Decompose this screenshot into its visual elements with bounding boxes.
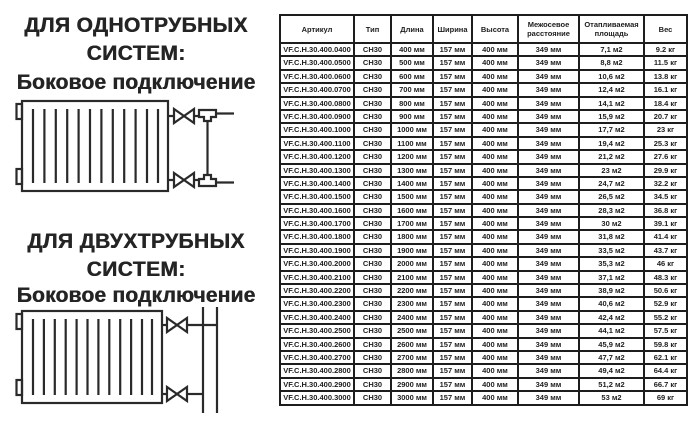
cell-heated-area: 23 м2 [579, 164, 644, 177]
header-type: Тип [354, 15, 391, 43]
header-length: Длина [391, 15, 433, 43]
cell-type: CH30 [354, 284, 391, 297]
cell-article: VF.C.H.30.400.3000 [280, 391, 354, 404]
cell-type: CH30 [354, 257, 391, 270]
cell-length: 2600 мм [391, 338, 433, 351]
header-heated-area: Отапливаемая площадь [579, 15, 644, 43]
cell-width: 157 мм [433, 244, 472, 257]
cell-heated-area: 26,5 м2 [579, 190, 644, 203]
cell-article: VF.C.H.30.400.1300 [280, 164, 354, 177]
cell-width: 157 мм [433, 378, 472, 391]
table-row [280, 297, 687, 310]
cell-type: CH30 [354, 297, 391, 310]
cell-weight: 50.6 кг [644, 284, 687, 297]
cell-length: 1200 мм [391, 150, 433, 163]
cell-height: 400 мм [472, 391, 518, 404]
cell-height: 400 мм [472, 83, 518, 96]
cell-article: VF.C.H.30.400.0500 [280, 56, 354, 69]
cell-article: VF.C.H.30.400.2500 [280, 324, 354, 337]
valve-icon [174, 109, 194, 123]
cell-weight: 11.5 кг [644, 56, 687, 69]
cell-article: VF.C.H.30.400.2200 [280, 284, 354, 297]
cell-article: VF.C.H.30.400.1400 [280, 177, 354, 190]
single-pipe-title: ДЛЯ ОДНОТРУБНЫХ СИСТЕМ: [24, 14, 248, 65]
cell-height: 400 мм [472, 190, 518, 203]
cell-weight: 36.8 кг [644, 204, 687, 217]
cell-article: VF.C.H.30.400.2100 [280, 271, 354, 284]
cell-width: 157 мм [433, 177, 472, 190]
table-row [280, 56, 687, 69]
cell-length: 500 мм [391, 56, 433, 69]
cell-length: 1300 мм [391, 164, 433, 177]
cell-heated-area: 21,2 м2 [579, 150, 644, 163]
table-row [280, 83, 687, 96]
cell-heated-area: 12,4 м2 [579, 83, 644, 96]
cell-weight: 43.7 кг [644, 244, 687, 257]
header-article: Артикул [280, 15, 354, 43]
cell-length: 800 мм [391, 97, 433, 110]
table-header-row [280, 15, 687, 43]
cell-width: 157 мм [433, 97, 472, 110]
bracket-top-icon [17, 314, 23, 329]
cell-type: CH30 [354, 164, 391, 177]
cell-weight: 59.8 кг [644, 338, 687, 351]
valve-icon [167, 318, 187, 332]
cell-width: 157 мм [433, 83, 472, 96]
cell-width: 157 мм [433, 204, 472, 217]
cell-article: VF.C.H.30.400.1600 [280, 204, 354, 217]
cell-height: 400 мм [472, 244, 518, 257]
cell-heated-area: 28,3 м2 [579, 204, 644, 217]
cell-article: VF.C.H.30.400.1700 [280, 217, 354, 230]
cell-axle-spacing: 349 мм [518, 190, 579, 203]
cell-article: VF.C.H.30.400.0400 [280, 43, 354, 56]
cell-weight: 27.6 кг [644, 150, 687, 163]
cell-article: VF.C.H.30.400.1100 [280, 137, 354, 150]
table-row [280, 257, 687, 270]
table-row [280, 217, 687, 230]
table-row [280, 177, 687, 190]
header-axle-spacing: Межосевое расстояние [518, 15, 579, 43]
cell-width: 157 мм [433, 110, 472, 123]
table-row [280, 164, 687, 177]
cell-height: 400 мм [472, 123, 518, 136]
table-row [280, 97, 687, 110]
cell-length: 1600 мм [391, 204, 433, 217]
cell-axle-spacing: 349 мм [518, 70, 579, 83]
connection-schemes-panel [0, 0, 272, 421]
cell-width: 157 мм [433, 297, 472, 310]
cell-axle-spacing: 349 мм [518, 56, 579, 69]
cell-length: 700 мм [391, 83, 433, 96]
cell-height: 400 мм [472, 43, 518, 56]
cell-article: VF.C.H.30.400.2900 [280, 378, 354, 391]
cell-weight: 9.2 кг [644, 43, 687, 56]
cell-weight: 66.7 кг [644, 378, 687, 391]
cell-type: CH30 [354, 97, 391, 110]
table-row [280, 137, 687, 150]
cell-heated-area: 47,7 м2 [579, 351, 644, 364]
cell-weight: 18.4 кг [644, 97, 687, 110]
cell-axle-spacing: 349 мм [518, 338, 579, 351]
cell-height: 400 мм [472, 351, 518, 364]
cell-type: CH30 [354, 83, 391, 96]
cell-width: 157 мм [433, 190, 472, 203]
cell-article: VF.C.H.30.400.1500 [280, 190, 354, 203]
cell-height: 400 мм [472, 217, 518, 230]
cell-length: 2000 мм [391, 257, 433, 270]
cell-article: VF.C.H.30.400.2300 [280, 297, 354, 310]
cell-width: 157 мм [433, 164, 472, 177]
cell-type: CH30 [354, 230, 391, 243]
cell-length: 900 мм [391, 110, 433, 123]
cell-axle-spacing: 349 мм [518, 271, 579, 284]
cell-weight: 55.2 кг [644, 311, 687, 324]
table-row [280, 123, 687, 136]
cell-type: CH30 [354, 244, 391, 257]
cell-length: 1800 мм [391, 230, 433, 243]
cell-weight: 34.5 кг [644, 190, 687, 203]
two-pipe-subtitle: Боковое подключение [16, 284, 256, 307]
cell-height: 400 мм [472, 177, 518, 190]
cell-length: 1900 мм [391, 244, 433, 257]
valve-icon [167, 387, 187, 401]
cell-type: CH30 [354, 190, 391, 203]
cell-weight: 46 кг [644, 257, 687, 270]
cell-axle-spacing: 349 мм [518, 311, 579, 324]
cell-axle-spacing: 349 мм [518, 137, 579, 150]
cell-heated-area: 33,5 м2 [579, 244, 644, 257]
two-pipe-title: ДЛЯ ДВУХТРУБНЫХ СИСТЕМ: [27, 230, 245, 281]
cell-article: VF.C.H.30.400.2600 [280, 338, 354, 351]
cell-width: 157 мм [433, 324, 472, 337]
cell-heated-area: 35,3 м2 [579, 257, 644, 270]
cell-height: 400 мм [472, 297, 518, 310]
cell-type: CH30 [354, 204, 391, 217]
cell-height: 400 мм [472, 311, 518, 324]
cell-heated-area: 51,2 м2 [579, 378, 644, 391]
cell-article: VF.C.H.30.400.2000 [280, 257, 354, 270]
cell-width: 157 мм [433, 311, 472, 324]
cell-axle-spacing: 349 мм [518, 110, 579, 123]
cell-axle-spacing: 349 мм [518, 364, 579, 377]
cell-length: 600 мм [391, 70, 433, 83]
cell-type: CH30 [354, 123, 391, 136]
cell-heated-area: 53 м2 [579, 391, 644, 404]
table-row [280, 284, 687, 297]
cell-article: VF.C.H.30.400.0900 [280, 110, 354, 123]
cell-heated-area: 10,6 м2 [579, 70, 644, 83]
cell-heated-area: 38,9 м2 [579, 284, 644, 297]
table-row [280, 271, 687, 284]
cell-heated-area: 24,7 м2 [579, 177, 644, 190]
cell-article: VF.C.H.30.400.1900 [280, 244, 354, 257]
cell-weight: 41.4 кг [644, 230, 687, 243]
cell-type: CH30 [354, 351, 391, 364]
cell-width: 157 мм [433, 150, 472, 163]
cell-heated-area: 49,4 м2 [579, 364, 644, 377]
cell-height: 400 мм [472, 204, 518, 217]
cell-height: 400 мм [472, 70, 518, 83]
cell-width: 157 мм [433, 364, 472, 377]
cell-weight: 16.1 кг [644, 83, 687, 96]
cell-heated-area: 8,8 м2 [579, 56, 644, 69]
cell-axle-spacing: 349 мм [518, 150, 579, 163]
cell-height: 400 мм [472, 230, 518, 243]
cell-width: 157 мм [433, 123, 472, 136]
cell-weight: 23 кг [644, 123, 687, 136]
cell-article: VF.C.H.30.400.0600 [280, 70, 354, 83]
cell-length: 1400 мм [391, 177, 433, 190]
cell-heated-area: 42,4 м2 [579, 311, 644, 324]
cell-height: 400 мм [472, 338, 518, 351]
cell-length: 2400 мм [391, 311, 433, 324]
cell-weight: 62.1 кг [644, 351, 687, 364]
cell-article: VF.C.H.30.400.2800 [280, 364, 354, 377]
table-row [280, 391, 687, 404]
cell-axle-spacing: 349 мм [518, 123, 579, 136]
cell-heated-area: 19,4 м2 [579, 137, 644, 150]
cell-height: 400 мм [472, 137, 518, 150]
cell-axle-spacing: 349 мм [518, 43, 579, 56]
cell-width: 157 мм [433, 271, 472, 284]
cell-width: 157 мм [433, 284, 472, 297]
table-row [280, 110, 687, 123]
table-row [280, 204, 687, 217]
cell-axle-spacing: 349 мм [518, 391, 579, 404]
specs-table [279, 14, 688, 406]
cell-axle-spacing: 349 мм [518, 164, 579, 177]
cell-type: CH30 [354, 217, 391, 230]
header-width: Ширина [433, 15, 472, 43]
cell-weight: 39.1 кг [644, 217, 687, 230]
cell-heated-area: 14,1 м2 [579, 97, 644, 110]
union-fitting-icon [199, 110, 216, 121]
cell-type: CH30 [354, 324, 391, 337]
cell-weight: 25.3 кг [644, 137, 687, 150]
cell-width: 157 мм [433, 137, 472, 150]
bracket-top-icon [17, 104, 23, 119]
cell-height: 400 мм [472, 284, 518, 297]
table-row [280, 311, 687, 324]
cell-type: CH30 [354, 391, 391, 404]
table-row [280, 150, 687, 163]
cell-article: VF.C.H.30.400.0800 [280, 97, 354, 110]
cell-weight: 13.8 кг [644, 70, 687, 83]
cell-length: 2200 мм [391, 284, 433, 297]
cell-heated-area: 30 м2 [579, 217, 644, 230]
cell-weight: 57.5 кг [644, 324, 687, 337]
cell-heated-area: 44,1 м2 [579, 324, 644, 337]
cell-article: VF.C.H.30.400.0700 [280, 83, 354, 96]
cell-height: 400 мм [472, 97, 518, 110]
cell-height: 400 мм [472, 364, 518, 377]
cell-article: VF.C.H.30.400.1000 [280, 123, 354, 136]
cell-type: CH30 [354, 56, 391, 69]
cell-heated-area: 7,1 м2 [579, 43, 644, 56]
cell-heated-area: 37,1 м2 [579, 271, 644, 284]
table-row [280, 351, 687, 364]
cell-width: 157 мм [433, 230, 472, 243]
cell-axle-spacing: 349 мм [518, 230, 579, 243]
cell-type: CH30 [354, 137, 391, 150]
cell-axle-spacing: 349 мм [518, 244, 579, 257]
table-row [280, 338, 687, 351]
cell-length: 1700 мм [391, 217, 433, 230]
cell-length: 2500 мм [391, 324, 433, 337]
bracket-bottom-icon [17, 169, 23, 184]
cell-article: VF.C.H.30.400.2700 [280, 351, 354, 364]
cell-width: 157 мм [433, 351, 472, 364]
table-row [280, 364, 687, 377]
cell-axle-spacing: 349 мм [518, 284, 579, 297]
cell-axle-spacing: 349 мм [518, 204, 579, 217]
valve-icon [174, 173, 194, 187]
cell-length: 1000 мм [391, 123, 433, 136]
cell-type: CH30 [354, 364, 391, 377]
table-row [280, 230, 687, 243]
union-fitting-icon [199, 175, 216, 186]
cell-type: CH30 [354, 177, 391, 190]
cell-axle-spacing: 349 мм [518, 324, 579, 337]
single-pipe-radiator-diagram [8, 97, 240, 199]
cell-type: CH30 [354, 378, 391, 391]
cell-width: 157 мм [433, 338, 472, 351]
cell-height: 400 мм [472, 271, 518, 284]
table-row [280, 378, 687, 391]
cell-length: 1100 мм [391, 137, 433, 150]
cell-weight: 32.2 кг [644, 177, 687, 190]
cell-heated-area: 15,9 м2 [579, 110, 644, 123]
cell-type: CH30 [354, 311, 391, 324]
cell-length: 2700 мм [391, 351, 433, 364]
cell-weight: 52.9 кг [644, 297, 687, 310]
cell-weight: 20.7 кг [644, 110, 687, 123]
table-row [280, 324, 687, 337]
cell-height: 400 мм [472, 378, 518, 391]
table-row [280, 190, 687, 203]
header-height: Высота [472, 15, 518, 43]
cell-height: 400 мм [472, 324, 518, 337]
cell-length: 2100 мм [391, 271, 433, 284]
table-row [280, 244, 687, 257]
cell-article: VF.C.H.30.400.1200 [280, 150, 354, 163]
cell-length: 2800 мм [391, 364, 433, 377]
cell-axle-spacing: 349 мм [518, 177, 579, 190]
cell-heated-area: 45,9 м2 [579, 338, 644, 351]
cell-article: VF.C.H.30.400.2400 [280, 311, 354, 324]
cell-axle-spacing: 349 мм [518, 97, 579, 110]
cell-height: 400 мм [472, 110, 518, 123]
cell-article: VF.C.H.30.400.1800 [280, 230, 354, 243]
cell-axle-spacing: 349 мм [518, 83, 579, 96]
cell-axle-spacing: 349 мм [518, 217, 579, 230]
cell-heated-area: 31,8 м2 [579, 230, 644, 243]
cell-type: CH30 [354, 150, 391, 163]
table-row [280, 43, 687, 56]
cell-length: 3000 мм [391, 391, 433, 404]
cell-type: CH30 [354, 110, 391, 123]
cell-width: 157 мм [433, 217, 472, 230]
cell-height: 400 мм [472, 56, 518, 69]
cell-axle-spacing: 349 мм [518, 351, 579, 364]
cell-axle-spacing: 349 мм [518, 257, 579, 270]
cell-type: CH30 [354, 43, 391, 56]
table-body [280, 43, 687, 405]
cell-height: 400 мм [472, 164, 518, 177]
cell-width: 157 мм [433, 391, 472, 404]
cell-axle-spacing: 349 мм [518, 297, 579, 310]
cell-type: CH30 [354, 271, 391, 284]
cell-width: 157 мм [433, 257, 472, 270]
cell-length: 1500 мм [391, 190, 433, 203]
cell-weight: 69 кг [644, 391, 687, 404]
radiator-fins [33, 319, 152, 395]
cell-height: 400 мм [472, 150, 518, 163]
table-row [280, 70, 687, 83]
cell-width: 157 мм [433, 70, 472, 83]
cell-length: 400 мм [391, 43, 433, 56]
cell-height: 400 мм [472, 257, 518, 270]
radiator-fins [33, 109, 158, 183]
cell-length: 2900 мм [391, 378, 433, 391]
bracket-bottom-icon [17, 380, 23, 395]
cell-axle-spacing: 349 мм [518, 378, 579, 391]
cell-weight: 48.3 кг [644, 271, 687, 284]
two-pipe-radiator-diagram [8, 304, 240, 416]
cell-weight: 64.4 кг [644, 364, 687, 377]
cell-type: CH30 [354, 338, 391, 351]
cell-heated-area: 40,6 м2 [579, 297, 644, 310]
header-weight: Вес [644, 15, 687, 43]
cell-heated-area: 17,7 м2 [579, 123, 644, 136]
single-pipe-subtitle: Боковое подключение [16, 71, 256, 94]
cell-width: 157 мм [433, 43, 472, 56]
cell-weight: 29.9 кг [644, 164, 687, 177]
cell-length: 2300 мм [391, 297, 433, 310]
cell-width: 157 мм [433, 56, 472, 69]
cell-type: CH30 [354, 70, 391, 83]
